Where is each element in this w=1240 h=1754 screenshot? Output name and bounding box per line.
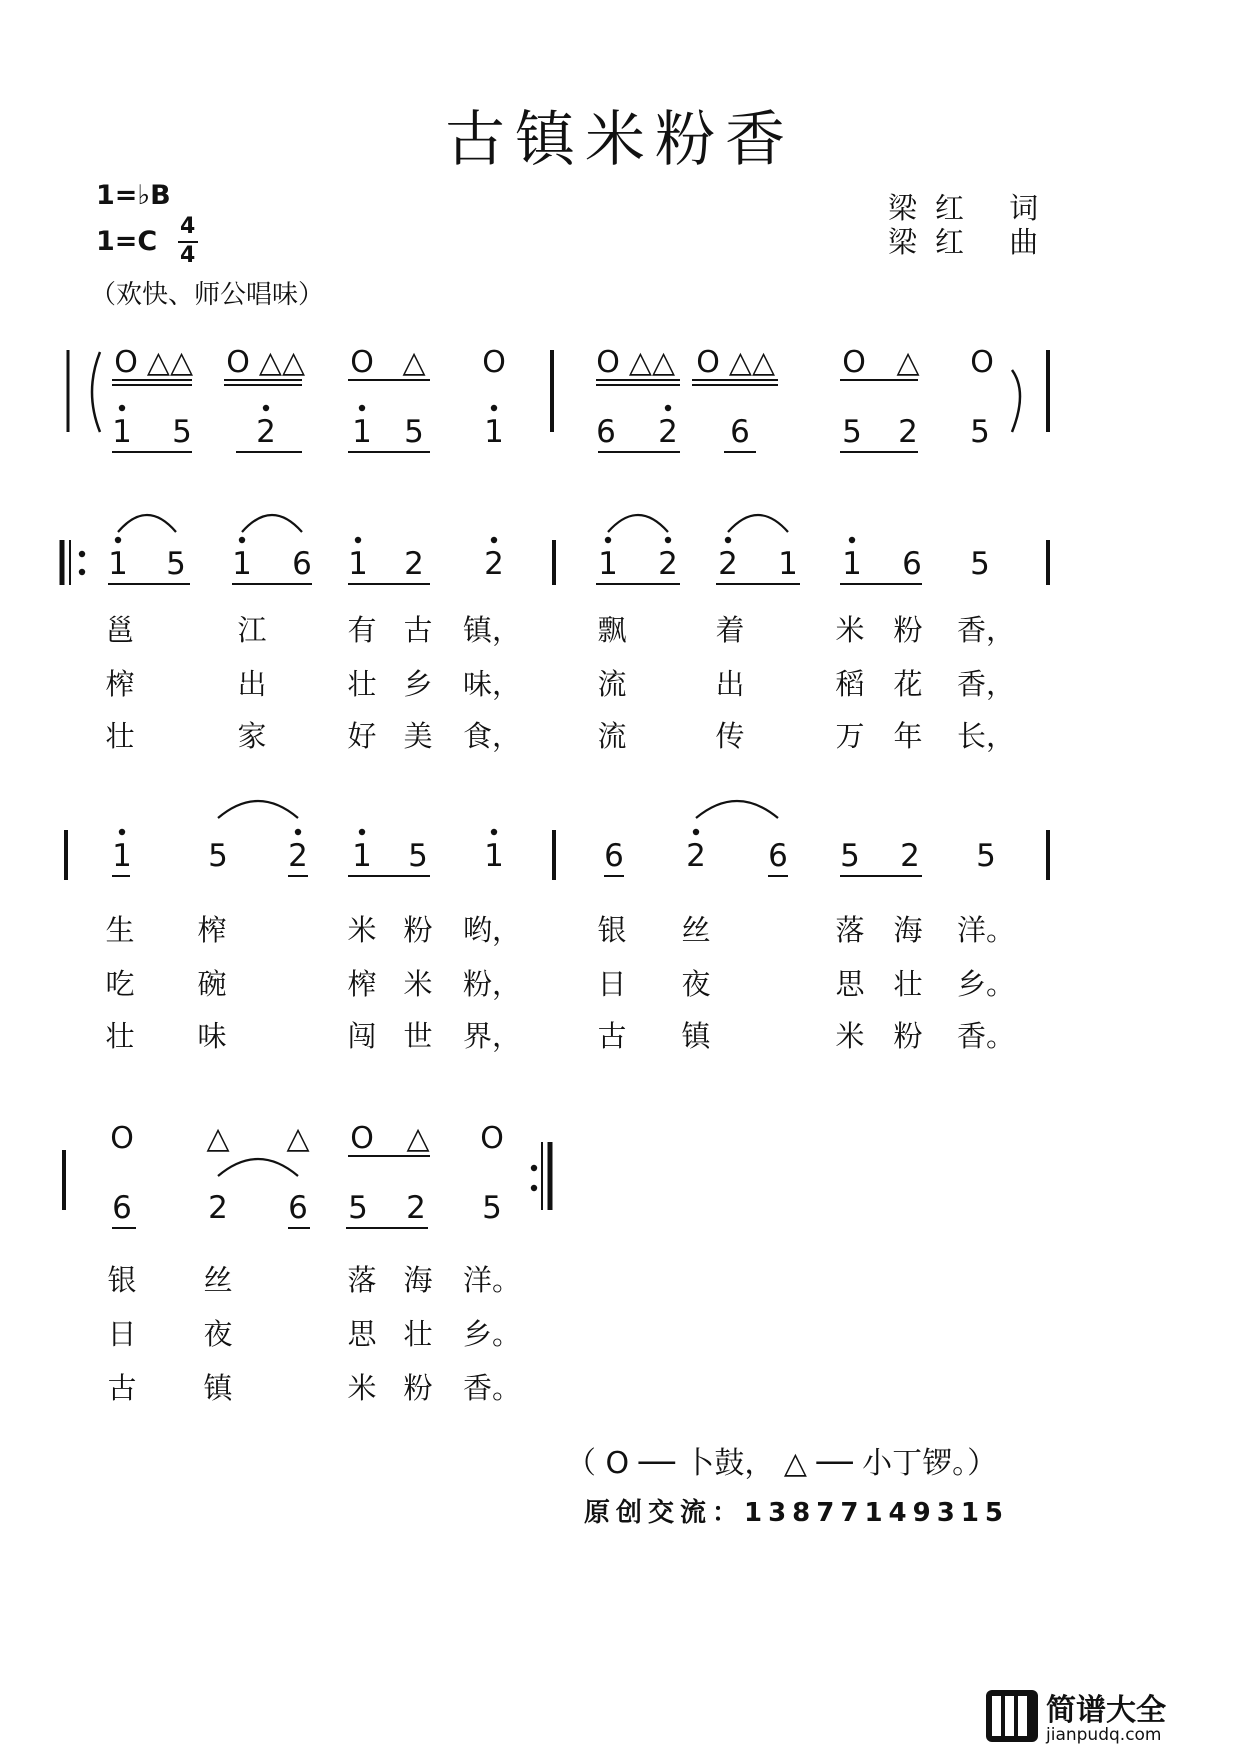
note: 6 [730, 414, 750, 450]
lyric-char: 米 [835, 613, 865, 647]
lyric-char: 好 [347, 719, 377, 753]
octave-dot [355, 537, 361, 543]
lyric-char: 壮 [893, 967, 923, 1001]
lyric-char: 银 [107, 1263, 137, 1297]
percussion-mark: △△ [628, 345, 676, 380]
lyric-char: 古 [403, 613, 433, 647]
tie-arc [118, 515, 176, 532]
octave-dot [531, 1185, 537, 1191]
octave-dot [79, 569, 85, 575]
lyric-char: 年 [893, 719, 923, 753]
note: 5 [166, 546, 186, 582]
lyric-char: 米 [403, 967, 433, 1001]
lyric-char: 思 [835, 967, 865, 1001]
percussion-mark: O [350, 1121, 374, 1156]
lyric-char: 丝 [203, 1263, 233, 1297]
lyric-char: 夜 [681, 967, 711, 1001]
percussion-mark: O [596, 345, 620, 380]
note: 5 [976, 838, 996, 874]
percussion-mark: △ [286, 1121, 310, 1156]
lyric-char: 长， [956, 719, 1016, 753]
lyric-char: 食， [462, 719, 522, 753]
note: 1 [352, 838, 372, 874]
composer-credit: 梁红 曲 [888, 225, 1057, 259]
note: 5 [208, 838, 228, 874]
tie-arc [608, 515, 668, 532]
note: 1 [842, 546, 862, 582]
note: 6 [112, 1190, 132, 1226]
note: 1 [112, 838, 132, 874]
note: 5 [408, 838, 428, 874]
lyric-char: 味， [462, 667, 522, 701]
lyric-char: 界， [462, 1019, 522, 1053]
note: 2 [898, 414, 918, 450]
octave-dot [115, 537, 121, 543]
lyric-char: 镇， [462, 613, 522, 647]
lyric-char: 粉 [893, 1019, 923, 1053]
octave-dot [263, 405, 269, 411]
note: 5 [970, 414, 990, 450]
lyric-char: 日 [597, 967, 627, 1001]
lyric-char: 流 [597, 667, 627, 701]
octave-dot [359, 829, 365, 835]
lyric-char: 洋。 [462, 1263, 522, 1297]
lyric-char: 粉， [462, 967, 522, 1001]
lyric-char: 出 [237, 667, 267, 701]
octave-dot [79, 551, 85, 557]
lyric-char: 米 [835, 1019, 865, 1053]
tie-arc [218, 801, 298, 818]
lyric-char: 古 [107, 1371, 137, 1405]
note: 1 [112, 414, 132, 450]
tie-arc [728, 515, 788, 532]
note: 6 [596, 414, 616, 450]
bracket-close [1012, 370, 1020, 432]
lyric-char: 美 [403, 719, 433, 753]
lyric-char: 落 [835, 913, 865, 947]
octave-dot [119, 829, 125, 835]
lyric-char: 夜 [203, 1317, 233, 1351]
note: 1 [232, 546, 252, 582]
octave-dot [491, 405, 497, 411]
bracket-open [92, 352, 100, 432]
lyric-char: 闯 [347, 1019, 377, 1053]
lyric-char: 有 [347, 613, 377, 647]
lyric-char: 米 [347, 913, 377, 947]
percussion-mark: △△ [258, 345, 306, 380]
time-signature-bottom: 4 [180, 243, 196, 268]
note: 1 [484, 838, 504, 874]
contact-info: 原创交流：13877149315 [584, 1498, 1009, 1528]
note: 1 [348, 546, 368, 582]
lyric-char: 江 [237, 613, 267, 647]
lyric-char: 花 [893, 667, 923, 701]
lyric-char: 生 [105, 913, 135, 947]
lyric-char: 日 [107, 1317, 137, 1351]
lyric-char: 壮 [105, 719, 135, 753]
note: 5 [172, 414, 192, 450]
note: 1 [484, 414, 504, 450]
lyric-char: 乡。 [462, 1317, 522, 1351]
time-signature-top: 4 [180, 214, 196, 239]
logo-title: 简谱大全 [1046, 1693, 1166, 1728]
octave-dot [665, 405, 671, 411]
note: 2 [406, 1190, 426, 1226]
percussion-mark: △ [896, 345, 920, 380]
percussion-mark: △△ [146, 345, 194, 380]
lyric-char: 香。 [462, 1371, 522, 1405]
octave-dot [849, 537, 855, 543]
logo-url: jianpudq.com [1046, 1725, 1162, 1745]
tie-arc [696, 801, 778, 818]
percussion-mark: O [350, 345, 374, 380]
tempo-marking: （欢快、师公唱味） [90, 280, 325, 310]
percussion-mark: O [842, 345, 866, 380]
percussion-mark: △ [406, 1121, 430, 1156]
note: 5 [482, 1190, 502, 1226]
lyric-char: 香， [956, 613, 1016, 647]
lyric-char: 镇 [203, 1371, 233, 1405]
site-logo [984, 1686, 1224, 1746]
lyric-char: 飘 [597, 613, 627, 647]
lyric-char: 壮 [347, 667, 377, 701]
note: 2 [256, 414, 276, 450]
lyricist-credit: 梁红 词 [888, 191, 1057, 225]
octave-dot [239, 537, 245, 543]
percussion-legend: （ O ── 卜鼓， △ ── 小丁锣。） [566, 1446, 998, 1481]
octave-dot [491, 537, 497, 543]
note: 1 [778, 546, 798, 582]
lyric-char: 乡。 [956, 967, 1016, 1001]
lyric-char: 家 [237, 719, 267, 753]
lyric-char: 香， [956, 667, 1016, 701]
lyric-char: 着 [715, 613, 745, 647]
note: 6 [902, 546, 922, 582]
percussion-mark: △△ [728, 345, 776, 380]
lyric-char: 碗 [197, 967, 227, 1001]
note: 6 [768, 838, 788, 874]
lyric-char: 味 [197, 1019, 227, 1053]
lyric-char: 落 [347, 1263, 377, 1297]
octave-dot [359, 405, 365, 411]
tie-arc [242, 515, 302, 532]
octave-dot [605, 537, 611, 543]
lyric-char: 稻 [835, 667, 865, 701]
lyric-char: 传 [715, 719, 745, 753]
octave-dot [725, 537, 731, 543]
note: 2 [686, 838, 706, 874]
note: 2 [658, 414, 678, 450]
octave-dot [531, 1165, 537, 1171]
lyric-char: 银 [597, 913, 627, 947]
lyric-char: 壮 [105, 1019, 135, 1053]
lyric-char: 丝 [681, 913, 711, 947]
lyric-char: 榨 [347, 967, 377, 1001]
octave-dot [693, 829, 699, 835]
note: 6 [292, 546, 312, 582]
lyric-char: 粉 [403, 913, 433, 947]
lyric-char: 海 [403, 1263, 433, 1297]
percussion-mark: O [970, 345, 994, 380]
octave-dot [295, 829, 301, 835]
lyric-char: 乡 [403, 667, 433, 701]
percussion-mark: O [480, 1121, 504, 1156]
key-signature-c: 1=C [96, 226, 158, 257]
lyric-char: 香。 [956, 1019, 1016, 1053]
note: 2 [484, 546, 504, 582]
percussion-mark: O [114, 345, 138, 380]
note: 2 [718, 546, 738, 582]
lyric-char: 哟， [462, 913, 522, 947]
lyric-char: 古 [597, 1019, 627, 1053]
note: 6 [288, 1190, 308, 1226]
lyric-char: 粉 [403, 1371, 433, 1405]
note: 5 [840, 838, 860, 874]
note: 5 [970, 546, 990, 582]
percussion-mark: O [110, 1121, 134, 1156]
note: 1 [598, 546, 618, 582]
lyric-char: 世 [403, 1019, 433, 1053]
lyric-char: 出 [715, 667, 745, 701]
note: 2 [404, 546, 424, 582]
lyric-char: 榨 [105, 667, 135, 701]
tie-arc [218, 1159, 298, 1176]
octave-dot [491, 829, 497, 835]
note: 2 [900, 838, 920, 874]
note: 1 [108, 546, 128, 582]
lyric-char: 流 [597, 719, 627, 753]
percussion-mark: O [696, 345, 720, 380]
percussion-mark: △ [206, 1121, 230, 1156]
lyric-char: 米 [347, 1371, 377, 1405]
note: 5 [842, 414, 862, 450]
page-title: 古镇米粉香 [445, 105, 795, 175]
percussion-mark: O [226, 345, 250, 380]
octave-dot [119, 405, 125, 411]
note: 6 [604, 838, 624, 874]
lyric-char: 壮 [403, 1317, 433, 1351]
key-signature-b: 1=♭B [96, 180, 171, 211]
lyric-char: 吃 [105, 967, 135, 1001]
note: 2 [288, 838, 308, 874]
percussion-mark: △ [402, 345, 426, 380]
note: 5 [404, 414, 424, 450]
lyric-char: 镇 [681, 1019, 711, 1053]
note: 5 [348, 1190, 368, 1226]
note: 1 [352, 414, 372, 450]
piano-keys-icon [984, 1686, 1224, 1746]
lyric-char: 榨 [197, 913, 227, 947]
note: 2 [208, 1190, 228, 1226]
lyric-char: 洋。 [956, 913, 1016, 947]
lyric-char: 万 [835, 719, 865, 753]
percussion-mark: O [482, 345, 506, 380]
note: 2 [658, 546, 678, 582]
lyric-char: 粉 [893, 613, 923, 647]
lyric-char: 海 [893, 913, 923, 947]
lyric-char: 思 [347, 1317, 377, 1351]
octave-dot [665, 537, 671, 543]
lyric-char: 邕 [105, 613, 135, 647]
